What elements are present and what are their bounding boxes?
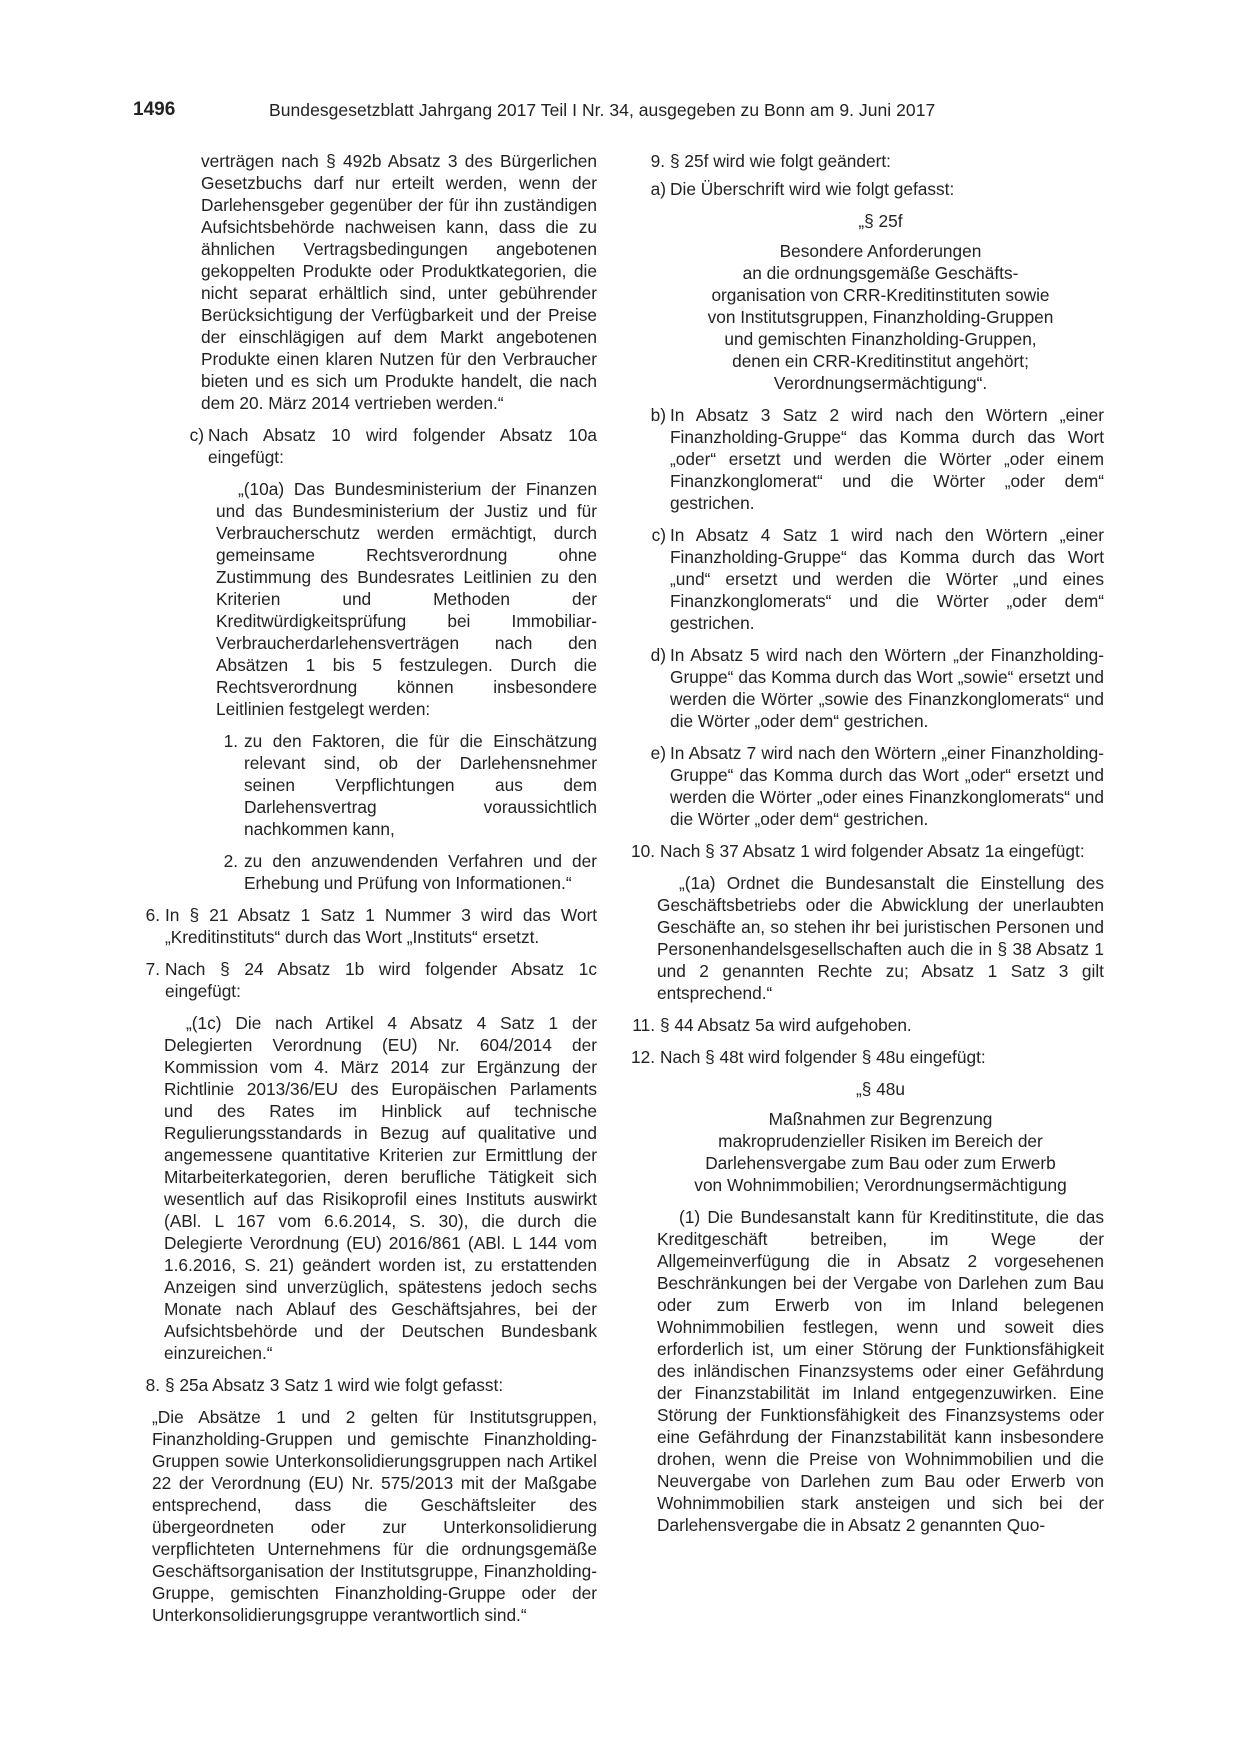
sub-item-label: b)	[650, 405, 666, 425]
sub-item-text: In Absatz 4 Satz 1 wird nach den Wörtern „einer Finanzholding-Gruppe“ das Komma durch das Wort „und“ ersetzt und werden die Wörter „und eines Finanzkonglomerats“ und die Wörter „oder dem“ gestrichen.	[670, 525, 1104, 633]
item-number: 7.	[145, 959, 160, 979]
page-header	[133, 99, 1103, 127]
list-item-text: zu den anzuwendenden Verfahren und der Erhebung und Prüfung von Informationen.“	[244, 851, 597, 893]
right-column	[630, 150, 1104, 1546]
heading-line: an die ordnungsgemäße Geschäfts-	[742, 263, 1019, 283]
item-10	[630, 840, 1104, 862]
sub-item-b	[635, 404, 1104, 514]
section-48u-paragraph-1: (1) Die Bundesanstalt kann für Kreditinstitute, die das Kreditgeschäft betreiben, im Wege der Allgemeinverfügung die in Absatz 2 vorgesehenen Beschränkungen bei der Vergabe von Darlehen zum Bau oder zum Erwerb von im Inland belegenen Wohnimmobilien festlegen, wenn und soweit dies erforderlich ist, um einer Störung der Funktionsfähigkeit des inländischen Finanzsystems oder einer Gefährdung der Finanzstabilität im Inland entgegenzuwirken. Eine Störung der Funktionsfähigkeit des Finanzsystems oder eine Gefährdung der Finanzstabilität kann insbesondere drohen, wenn die Preise von Wohnimmobilien und die Neuvergabe von Darlehen zum Bau oder Erwerb von Wohnimmobilien stark ansteigen und sich bei der Darlehensvergabe die in Absatz 2 genannten Quo-	[657, 1207, 1104, 1535]
item-11	[632, 1014, 1104, 1036]
heading-line: von Wohnimmobilien; Verordnungsermächtigung	[694, 1175, 1067, 1195]
heading-line: Besondere Anforderungen	[779, 241, 982, 261]
sub-item-label: d)	[650, 645, 666, 665]
sub-item-e	[635, 742, 1104, 830]
list-item	[216, 730, 597, 840]
item-text: § 44 Absatz 5a wird aufgehoben.	[660, 1015, 912, 1035]
quoted-paragraph-25a: „Die Absätze 1 und 2 gelten für Institutsgruppen, Finanzholding-Gruppen und gemischte Finanzholding-Gruppen sowie Unterkonsolidierungsgruppen nach Artikel 22 der Verordnung (EU) Nr. 575/2013 mit der Maßgabe entsprechend, dass die Geschäftsleiter des übergeordneten oder zur Unterkonsolidierung verpflichteten Unternehmens für die ordnungsgemäße Geschäftsorganisation der Institutsgruppe, Finanzholding-Gruppe, gemischten Finanzholding-Gruppe oder der Unterkonsolidierungsgruppe verantwortlich sind.“	[152, 1407, 597, 1625]
section-48u-heading	[657, 1108, 1104, 1196]
heading-line: organisation von CRR-Kreditinstituten sowie	[711, 285, 1050, 305]
item-text: Nach § 48t wird folgender § 48u eingefügt:	[660, 1047, 986, 1067]
sub-item-d	[635, 644, 1104, 732]
heading-line: denen ein CRR-Kreditinstitut angehört;	[732, 351, 1029, 371]
item-text: § 25a Absatz 3 Satz 1 wird wie folgt gefasst:	[165, 1375, 504, 1395]
item-number: 10.	[630, 841, 655, 861]
item-number: 11.	[632, 1015, 655, 1035]
quoted-paragraph-1c: „(1c) Die nach Artikel 4 Absatz 4 Satz 1 der Delegierten Verordnung (EU) Nr. 604/2014 der Kommission vom 4. März 2014 zur Ergänzung der Richtlinie 2013/36/EU des Europäischen Parlaments und des Rates im Hinblick auf technische Regulierungsstandards in Bezug auf qualitative und angemessene quantitative Kriterien zur Ermittlung der Mitarbeiterkategorien, deren berufliche Tätigkeit sich wesentlich auf das Risikoprofil eines Instituts auswirkt (ABl. L 167 vom 6.6.2014, S. 30), die durch die Delegierte Verordnung (EU) 2016/861 (ABl. L 144 vom 1.6.2016, S. 21) geändert worden ist, zu erstattenden Anzeigen sind unverzüglich, spätestens jedoch sechs Monate nach Ablauf des Geschäftsjahres, bei der Aufsichtsbehörde und der Deutschen Bundesbank einzureichen.“	[164, 1013, 597, 1363]
item-text: Nach § 24 Absatz 1b wird folgender Absatz 1c eingefügt:	[165, 959, 597, 1001]
heading-line: Darlehensvergabe zum Bau oder zum Erwerb	[705, 1153, 1056, 1173]
item-number: 12.	[630, 1047, 655, 1067]
sub-item-text: Nach Absatz 10 wird folgender Absatz 10a eingefügt:	[208, 425, 597, 467]
item-number: 8.	[145, 1375, 160, 1395]
page-number: 1496	[133, 99, 176, 120]
continued-paragraph: verträgen nach § 492b Absatz 3 des Bürgerlichen Gesetzbuchs darf nur erteilt werden, wenn der Darlehensgeber gegenüber der für ihn zuständigen Aufsichtsbehörde nachweisen kann, dass die zu ähnlichen Vertragsbedingungen angebotenen gekoppelten Produkte oder Produktkategorien, die nicht separat erhältlich sind, unter gebührender Berücksichtigung der Verfügbarkeit und der Preise der einschlägigen auf dem Markt angebotenen Produkte einen klaren Nutzen für den Verbraucher bieten und es sich um Produkte handelt, die nach dem 20. März 2014 vertrieben werden.“	[201, 151, 597, 413]
sub-item-text: In Absatz 3 Satz 2 wird nach den Wörtern „einer Finanzholding-Gruppe“ das Komma durch das Wort „oder“ ersetzt und werden die Wörter „oder einem Finanzkonglomerat“ und die Wörter „oder dem“ gestrichen.	[670, 405, 1104, 513]
quoted-paragraph-1a: „(1a) Ordnet die Bundesanstalt die Einstellung des Geschäftsbetriebs oder die Abwicklung der unerlaubten Geschäfte an, so stehen ihr bei juristischen Personen und Personenhandelsgesellschaften auch die in § 38 Absatz 1 und 2 genannten Rechte zu; Absatz 1 Satz 3 gilt entsprechend.“	[657, 873, 1104, 1003]
list-item-number: 2.	[223, 851, 238, 871]
heading-line: makroprudenzieller Risiken im Bereich der	[718, 1131, 1043, 1151]
sub-item-c	[189, 424, 597, 468]
item-text: Nach § 37 Absatz 1 wird folgender Absatz 1a eingefügt:	[660, 841, 1085, 861]
sub-item-c	[635, 524, 1104, 634]
heading-line: und gemischten Finanzholding-Gruppen,	[724, 329, 1037, 349]
section-48u-title: „§ 48u	[855, 1079, 905, 1099]
item-text: § 25f wird wie folgt geändert:	[670, 151, 891, 171]
section-25f-heading	[657, 240, 1104, 394]
quoted-paragraph-10a: „(10a) Das Bundesministerium der Finanzen und das Bundesministerium der Justiz und für Verbraucherschutz werden ermächtigt, durch gemeinsame Rechtsverordnung ohne Zustimmung des Bundesrates Leitlinien zu den Kriterien und Methoden der Kreditwürdigkeitsprüfung bei Immobiliar-Verbraucherdarlehensverträgen nach den Absätzen 1 bis 5 festzulegen. Durch die Rechtsverordnung können insbesondere Leitlinien festgelegt werden:	[216, 479, 597, 719]
item-7	[145, 958, 597, 1002]
sub-item-label: c)	[651, 525, 666, 545]
sub-item-text: In Absatz 5 wird nach den Wörtern „der Finanzholding-Gruppe“ das Komma durch das Wort „sowie“ ersetzt und werden die Wörter „sowie des Finanzkonglomerats“ und die Wörter „oder dem“ gestrichen.	[670, 645, 1104, 731]
heading-line: Verordnungsermächtigung“.	[773, 373, 988, 393]
heading-line: Maßnahmen zur Begrenzung	[768, 1109, 993, 1129]
list-item-number: 1.	[223, 731, 238, 751]
sub-item-label: a)	[650, 179, 666, 199]
sub-item-label: c)	[189, 425, 204, 445]
list-item-text: zu den Faktoren, die für die Einschätzung relevant sind, ob der Darlehensnehmer seinen Verpflichtungen aus dem Darlehensvertrag voraussichtlich nachkommen kann,	[244, 731, 597, 839]
sub-item-text: Die Überschrift wird wie folgt gefasst:	[670, 179, 955, 199]
list-item	[216, 850, 597, 894]
item-9	[650, 150, 1104, 172]
section-25f-title: „§ 25f	[858, 211, 903, 231]
sub-item-text: In Absatz 7 wird nach den Wörtern „einer Finanzholding-Gruppe“ das Komma durch das Wort „oder“ ersetzt und werden die Wörter „oder eines Finanzkonglomerats“ und die Wörter „oder dem“ gestrichen.	[670, 743, 1104, 829]
item-6	[145, 904, 597, 948]
sub-item-label: e)	[650, 743, 666, 763]
sub-item-a	[635, 178, 1104, 200]
running-head: Bundesgesetzblatt Jahrgang 2017 Teil I Nr. 34, ausgegeben zu Bonn am 9. Juni 2017	[269, 100, 936, 120]
item-number: 6.	[145, 905, 160, 925]
item-number: 9.	[650, 151, 665, 171]
item-8	[145, 1374, 597, 1396]
left-column	[145, 150, 597, 1636]
item-text: In § 21 Absatz 1 Satz 1 Nummer 3 wird das Wort „Kreditinstituts“ durch das Wort „Instituts“ ersetzt.	[165, 905, 597, 947]
item-12	[630, 1046, 1104, 1068]
heading-line: von Institutsgruppen, Finanzholding-Gruppen	[707, 307, 1054, 327]
